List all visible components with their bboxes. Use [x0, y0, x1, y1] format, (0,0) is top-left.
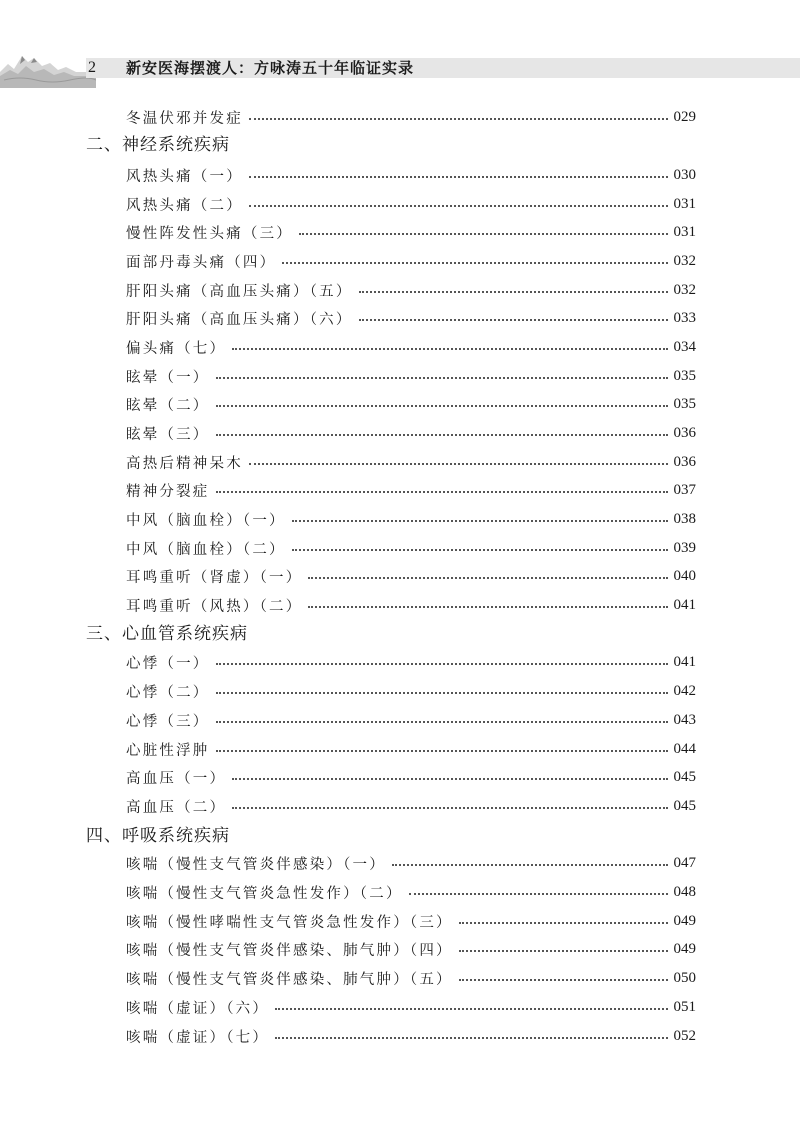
- toc-entry[interactable]: [126, 391, 696, 417]
- toc-entry[interactable]: [126, 248, 696, 274]
- toc-entry-title: 耳鸣重听（风热）（二）: [126, 598, 303, 615]
- page-number: 2: [88, 59, 96, 76]
- section-heading: 二、神经系统疾病: [86, 135, 230, 155]
- dot-leader: [216, 405, 668, 407]
- toc-entry-page: 050: [673, 969, 696, 986]
- dot-leader: [216, 377, 668, 379]
- toc-entry-title: 咳喘（慢性哮喘性支气管炎急性发作）（三）: [126, 914, 453, 931]
- toc-entry-title: 中风（脑血栓）（一）: [126, 512, 286, 529]
- dot-leader: [249, 176, 668, 178]
- toc-entry[interactable]: [126, 219, 696, 245]
- toc-entry[interactable]: [126, 879, 696, 905]
- toc-entry-page: 045: [673, 797, 696, 814]
- toc-entry-page: 036: [673, 453, 696, 470]
- toc-entry[interactable]: [126, 678, 696, 704]
- dot-leader: [459, 922, 668, 924]
- dot-leader: [299, 233, 668, 235]
- dot-leader: [249, 118, 668, 120]
- dot-leader: [275, 1008, 667, 1010]
- toc-entry[interactable]: [126, 191, 696, 217]
- toc-entry[interactable]: [126, 707, 696, 733]
- toc-entry-title: 心悸（二）: [126, 684, 210, 701]
- toc-entry[interactable]: [126, 535, 696, 561]
- toc-entry[interactable]: [126, 793, 696, 819]
- toc-entry-title: 咳喘（慢性支气管炎急性发作）（二）: [126, 885, 403, 902]
- toc-entry-page: 035: [673, 367, 696, 384]
- dot-leader: [275, 1037, 667, 1039]
- dot-leader: [216, 692, 668, 694]
- toc-entry-page: 039: [673, 539, 696, 556]
- toc-entry-page: 041: [673, 653, 696, 670]
- toc-entry-page: 031: [673, 195, 696, 212]
- toc-entry[interactable]: [126, 764, 696, 790]
- dot-leader: [216, 750, 668, 752]
- dot-leader: [359, 319, 668, 321]
- toc-entry[interactable]: [126, 449, 696, 475]
- mountain-landscape-icon: [0, 42, 96, 88]
- toc-entry[interactable]: [126, 850, 696, 876]
- toc-entry-title: 咳喘（慢性支气管炎伴感染）（一）: [126, 856, 386, 873]
- dot-leader: [216, 663, 668, 665]
- toc-entry-title: 咳喘（慢性支气管炎伴感染、肺气肿）（五）: [126, 971, 453, 988]
- toc-entry[interactable]: [126, 305, 696, 331]
- dot-leader: [409, 893, 668, 895]
- toc-entry-title: 咳喘（虚证）（七）: [126, 1029, 270, 1046]
- toc-entry-title: 风热头痛（二）: [126, 197, 243, 214]
- toc-entry-page: 045: [673, 768, 696, 785]
- toc-entry[interactable]: [126, 506, 696, 532]
- toc-entry-page: 051: [673, 998, 696, 1015]
- toc-entry[interactable]: [126, 277, 696, 303]
- toc-entry-page: 036: [673, 424, 696, 441]
- toc-entry[interactable]: [126, 965, 696, 991]
- toc-entry-title: 高血压（一）: [126, 770, 227, 787]
- toc-entry-title: 慢性阵发性头痛（三）: [126, 225, 293, 242]
- toc-entry-page: 041: [673, 596, 696, 613]
- dot-leader: [249, 205, 668, 207]
- section-heading: 四、呼吸系统疾病: [86, 826, 230, 846]
- toc-entry-title: 肝阳头痛（高血压头痛）（六）: [126, 311, 353, 328]
- dot-leader: [392, 864, 668, 866]
- toc-entry-title: 高热后精神呆木: [126, 455, 243, 472]
- toc-entry-title: 眩晕（三）: [126, 426, 210, 443]
- toc-entry[interactable]: [126, 104, 696, 130]
- toc-entry-page: 032: [673, 281, 696, 298]
- toc-entry-page: 029: [673, 108, 696, 125]
- dot-leader: [249, 463, 668, 465]
- toc-entry-page: 047: [673, 854, 696, 871]
- dot-leader: [216, 491, 668, 493]
- dot-leader: [232, 807, 667, 809]
- toc-entry-title: 心悸（三）: [126, 713, 210, 730]
- toc-entry-page: 042: [673, 682, 696, 699]
- toc-entry-title: 耳鸣重听（肾虚）（一）: [126, 569, 303, 586]
- toc-entry[interactable]: [126, 1023, 696, 1049]
- toc-entry-page: 032: [673, 252, 696, 269]
- toc-entry[interactable]: [126, 908, 696, 934]
- page-header: [0, 42, 800, 88]
- dot-leader: [216, 721, 668, 723]
- dot-leader: [292, 520, 668, 522]
- toc-entry[interactable]: [126, 477, 696, 503]
- toc-entry-page: 049: [673, 912, 696, 929]
- toc-entry[interactable]: [126, 420, 696, 446]
- toc-entry[interactable]: [126, 334, 696, 360]
- toc-entry[interactable]: [126, 649, 696, 675]
- toc-entry-title: 面部丹毒头痛（四）: [126, 254, 277, 271]
- toc-entry[interactable]: [126, 936, 696, 962]
- toc-entry[interactable]: [126, 563, 696, 589]
- toc-entry[interactable]: [126, 736, 696, 762]
- toc-entry-page: 033: [673, 309, 696, 326]
- toc-entry-page: 052: [673, 1027, 696, 1044]
- toc-entry-title: 偏头痛（七）: [126, 340, 227, 357]
- dot-leader: [359, 291, 668, 293]
- toc-entry-title: 咳喘（慢性支气管炎伴感染、肺气肿）（四）: [126, 942, 453, 959]
- toc-entry-title: 风热头痛（一）: [126, 168, 243, 185]
- toc-entry-title: 眩晕（二）: [126, 397, 210, 414]
- toc-entry-page: 044: [673, 740, 696, 757]
- toc-entry[interactable]: [126, 363, 696, 389]
- toc-entry-page: 038: [673, 510, 696, 527]
- toc-entry-page: 035: [673, 395, 696, 412]
- book-title: 新安医海摆渡人：方咏涛五十年临证实录: [126, 59, 415, 77]
- toc-entry-title: 肝阳头痛（高血压头痛）（五）: [126, 283, 353, 300]
- dot-leader: [308, 606, 667, 608]
- toc-entry-page: 031: [673, 223, 696, 240]
- dot-leader: [459, 979, 668, 981]
- section-heading: 三、心血管系统疾病: [86, 624, 248, 644]
- dot-leader: [216, 434, 668, 436]
- toc-entry[interactable]: [126, 994, 696, 1020]
- toc-entry-page: 040: [673, 567, 696, 584]
- dot-leader: [232, 778, 667, 780]
- toc-entry-title: 精神分裂症: [126, 483, 210, 500]
- toc-entry-title: 冬温伏邪并发症: [126, 110, 243, 127]
- toc-entry-title: 眩晕（一）: [126, 369, 210, 386]
- dot-leader: [292, 549, 668, 551]
- toc-entry-page: 049: [673, 940, 696, 957]
- dot-leader: [308, 577, 667, 579]
- toc-entry-page: 048: [673, 883, 696, 900]
- toc-entry-title: 心脏性浮肿: [126, 742, 210, 759]
- toc-entry[interactable]: [126, 162, 696, 188]
- toc-entry-page: 030: [673, 166, 696, 183]
- dot-leader: [459, 950, 668, 952]
- toc-entry-page: 034: [673, 338, 696, 355]
- toc-entry-title: 心悸（一）: [126, 655, 210, 672]
- toc-entry-page: 037: [673, 481, 696, 498]
- dot-leader: [282, 262, 667, 264]
- toc-entry-page: 043: [673, 711, 696, 728]
- toc-entry-title: 中风（脑血栓）（二）: [126, 541, 286, 558]
- dot-leader: [232, 348, 667, 350]
- toc-entry-title: 高血压（二）: [126, 799, 227, 816]
- toc-entry-title: 咳喘（虚证）（六）: [126, 1000, 270, 1017]
- toc-entry[interactable]: [126, 592, 696, 618]
